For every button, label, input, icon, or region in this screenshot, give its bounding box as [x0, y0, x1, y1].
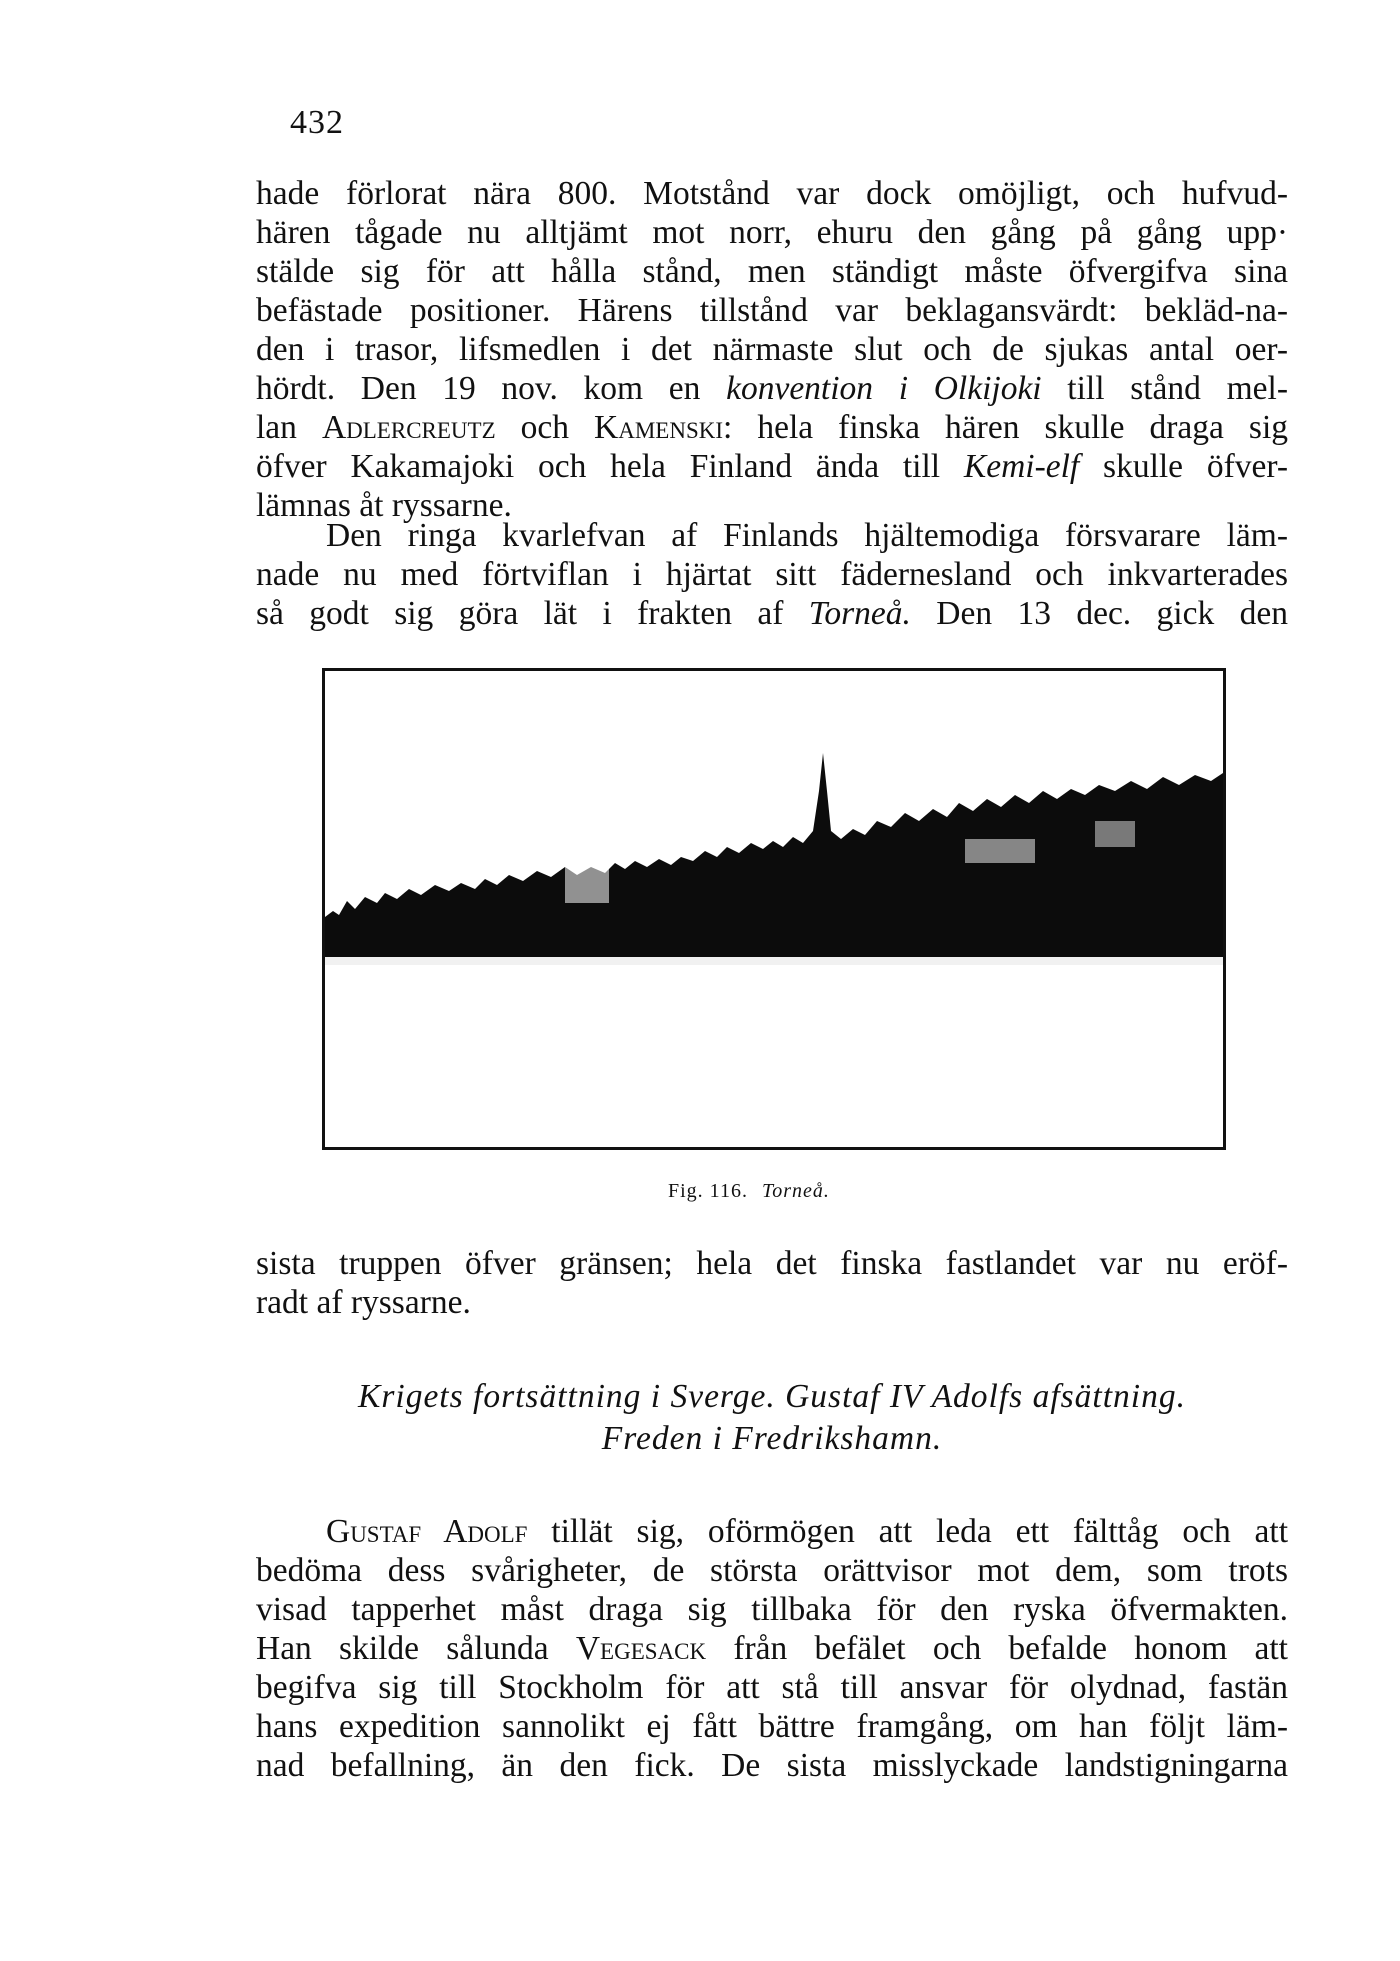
text-span: tillät sig, oförmögen att leda ett fälttåg och att: [527, 1513, 1289, 1550]
text-line: bedöma dess svårigheter, de största orättvisor mot dem, som trots: [256, 1552, 1288, 1589]
paragraph-4: [256, 1512, 1288, 1785]
text-line: nad befallning, än den fick. De sista misslyckade landstigningarna: [256, 1747, 1288, 1784]
italic-term: Kemi-elf: [963, 448, 1080, 485]
paragraph-2: [256, 516, 1288, 633]
text-span: öfver Kakamajoki och hela Finland ända till: [256, 448, 964, 485]
text-line: den i trasor, lifsmedlen i det närmaste slut och de sjukas antal oer-: [256, 331, 1288, 368]
text-line: hären tågade nu alltjämt mot norr, ehuru den gång på gång upp·: [256, 214, 1288, 251]
text-span: så godt sig göra lät i frakten af: [256, 595, 809, 632]
person-name: Gustaf Adolf: [326, 1513, 528, 1550]
text-line: [256, 408, 1288, 447]
text-line: lämnas åt ryssarne.: [256, 487, 512, 524]
section-heading: [256, 1376, 1288, 1460]
figure-caption: [668, 1180, 830, 1203]
paragraph-3: [256, 1244, 1288, 1322]
paragraph-1: [256, 174, 1288, 525]
text-span: från befälet och befalde honom att: [706, 1630, 1288, 1667]
text-line: Den ringa kvarlefvan af Finlands hjältemodiga försvarare läm-: [326, 517, 1288, 554]
figure-label: Fig. 116.: [668, 1180, 748, 1202]
person-name: Kamenski: [594, 409, 724, 446]
text-span: hördt. Den 19 nov. kom en: [256, 370, 727, 407]
figure-photo-tornea: [322, 668, 1226, 1150]
text-line: visad tapperhet måst draga sig tillbaka för den ryska öfvermakten.: [256, 1591, 1288, 1628]
text-line: nade nu med förtviflan i hjärtat sitt fädernesland och inkvarterades: [256, 556, 1288, 593]
heading-line: Freden i Fredrikshamn.: [601, 1420, 943, 1457]
text-span: : hela finska hären skulle draga sig: [723, 409, 1288, 446]
heading-line: Krigets fortsättning i Sverge. Gustaf IV Adolfs afsättning.: [358, 1378, 1186, 1415]
skyline-photo: [325, 671, 1223, 1147]
italic-term: Torneå.: [808, 595, 911, 632]
text-line: radt af ryssarne.: [256, 1284, 471, 1321]
italic-term: konvention i Olkijoki: [726, 370, 1042, 407]
text-span: till stånd mel-: [1041, 370, 1288, 407]
text-line: hans expedition sannolikt ej fått bättre framgång, om han följt läm-: [256, 1708, 1288, 1745]
text-line: [256, 1629, 1288, 1668]
text-line: [256, 447, 1288, 486]
figure-title: Torneå.: [761, 1180, 830, 1202]
text-line: [256, 369, 1288, 408]
text-line: hade förlorat nära 800. Motstånd var dock omöjligt, och hufvud-: [256, 175, 1288, 212]
text-line: [256, 1512, 1288, 1551]
text-line: begifva sig till Stockholm för att stå till ansvar för olydnad, fastän: [256, 1669, 1288, 1706]
text-span: skulle öfver-: [1079, 448, 1289, 485]
text-span: Den 13 dec. gick den: [910, 595, 1288, 632]
text-span: och: [495, 409, 595, 446]
text-line: stälde sig för att hålla stånd, men ständigt måste öfvergifva sina: [256, 253, 1288, 290]
text-span: lan: [256, 409, 322, 446]
person-name: Adlercreutz: [321, 409, 496, 446]
person-name: Vegesack: [575, 1630, 707, 1667]
text-line: befästade positioner. Härens tillstånd var beklagansvärdt: bekläd-na-: [256, 292, 1288, 329]
text-span: Han skilde sålunda: [256, 1630, 576, 1667]
text-line: [256, 594, 1288, 633]
text-line: sista truppen öfver gränsen; hela det finska fastlandet var nu eröf-: [256, 1245, 1288, 1282]
page-number: 432: [290, 104, 344, 141]
